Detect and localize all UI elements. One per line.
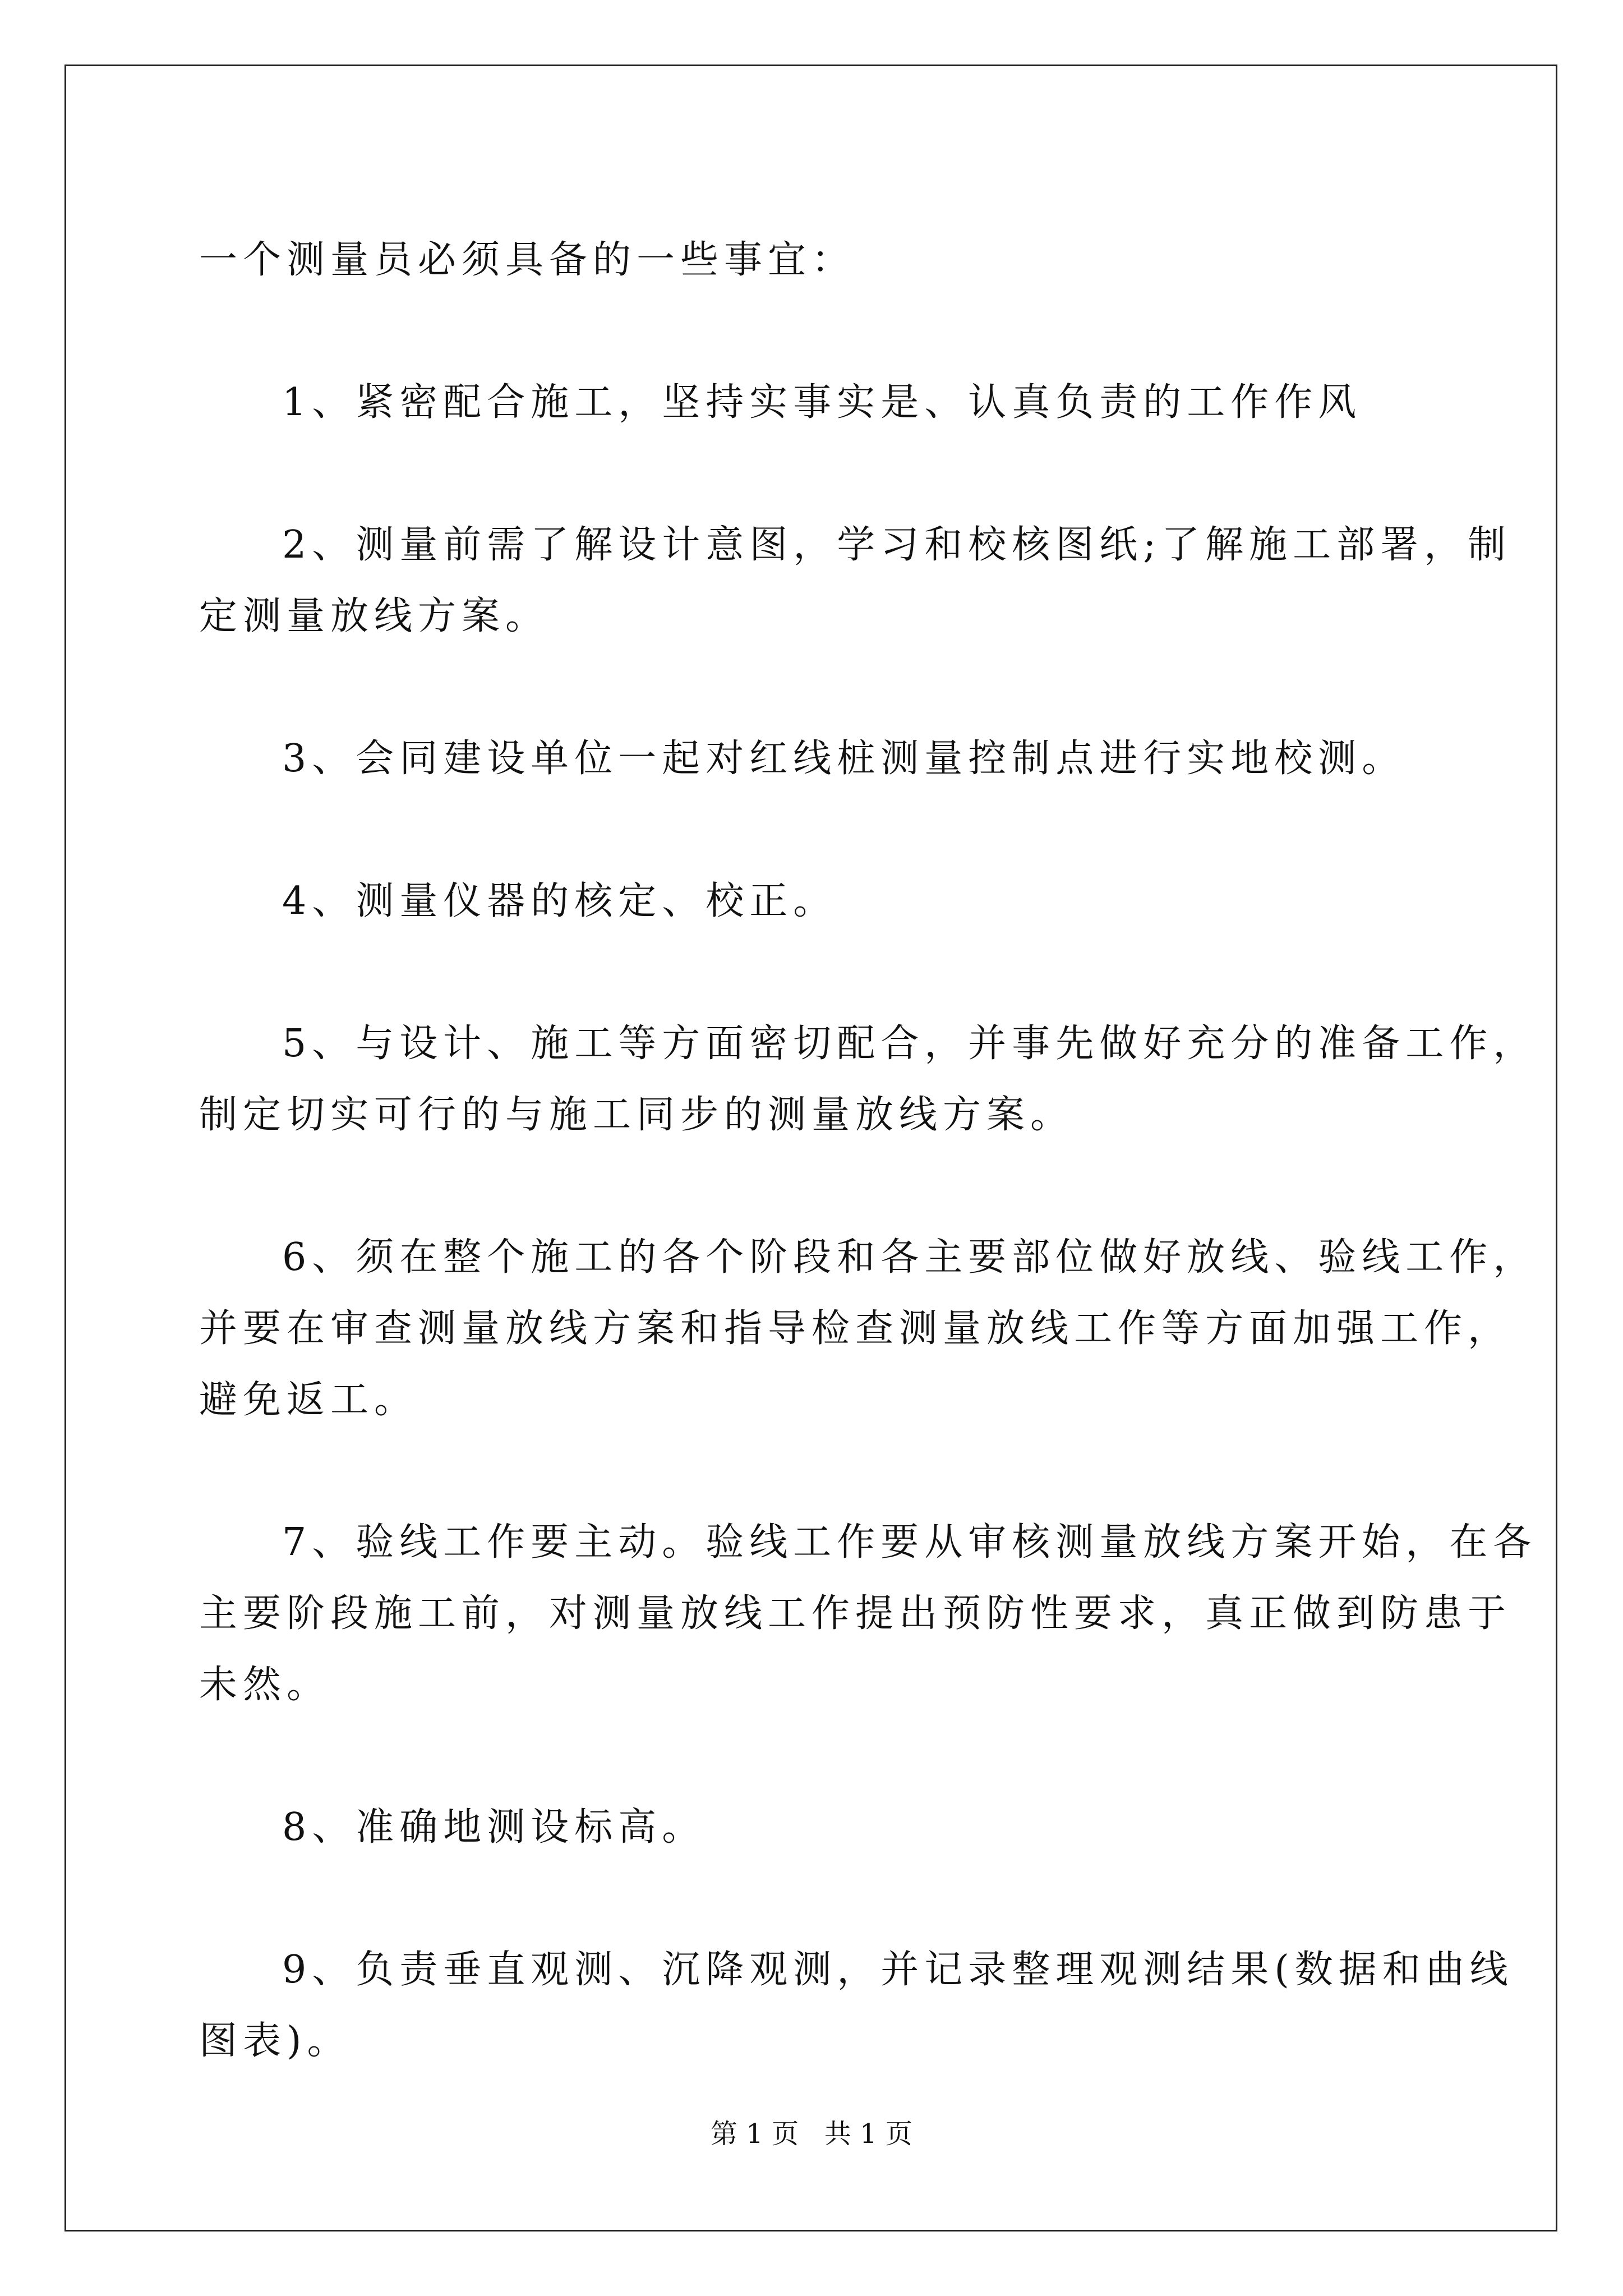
list-item-text: 8、准确地测设标高。 [282,1805,706,1849]
list-item-9 [199,1934,1514,2077]
list-item-text: 3、会同建设单位一起对红线桩测量控制点进行实地校测。 [282,737,1406,781]
list-item-8 [199,1792,1433,1863]
list-item-text: 1、紧密配合施工，坚持实事实是、认真负责的工作作风 [282,380,1362,425]
list-item-7 [199,1507,1537,1720]
list-item-text: 6、须在整个施工的各个阶段和各主要部位做好放线、验线工作， [282,1235,1537,1280]
list-item-text: 避免返工。 [199,1378,418,1422]
list-item-text: 定测量放线方案。 [199,594,550,638]
list-item-text: 图表)。 [199,2019,351,2063]
list-item-6 [199,1222,1537,1435]
list-item-text: 2、测量前需了解设计意图，学习和校核图纸;了解施工部署，制 [282,523,1512,567]
list-item-5 [199,1008,1537,1151]
list-item-text: 主要阶段施工前，对测量放线工作提出预防性要求，真正做到防患于 [199,1591,1512,1636]
list-item-text: 9、负责垂直观测、沉降观测，并记录整理观测结果(数据和曲线 [282,1948,1514,1992]
document-heading: 一个测量员必须具备的一些事宜： [199,238,856,282]
list-item-4 [199,866,1433,937]
list-item-3 [199,723,1433,794]
list-item-2 [199,509,1512,652]
page-footer: 第 1 页 共 1 页 [711,2118,912,2150]
list-item-text: 4、测量仪器的核定、校正。 [282,879,837,923]
document-body [199,224,1537,2148]
list-item-text: 并要在审查测量放线方案和指导检查测量放线工作等方面加强工作， [199,1306,1512,1351]
list-item-text: 7、验线工作要主动。验线工作要从审核测量放线方案开始，在各 [282,1520,1537,1565]
list-item-text: 制定切实可行的与施工同步的测量放线方案。 [199,1093,1075,1137]
list-item-text: 未然。 [199,1663,331,1707]
list-item-1 [199,367,1433,438]
list-item-text: 5、与设计、施工等方面密切配合，并事先做好充分的准备工作， [282,1022,1537,1066]
